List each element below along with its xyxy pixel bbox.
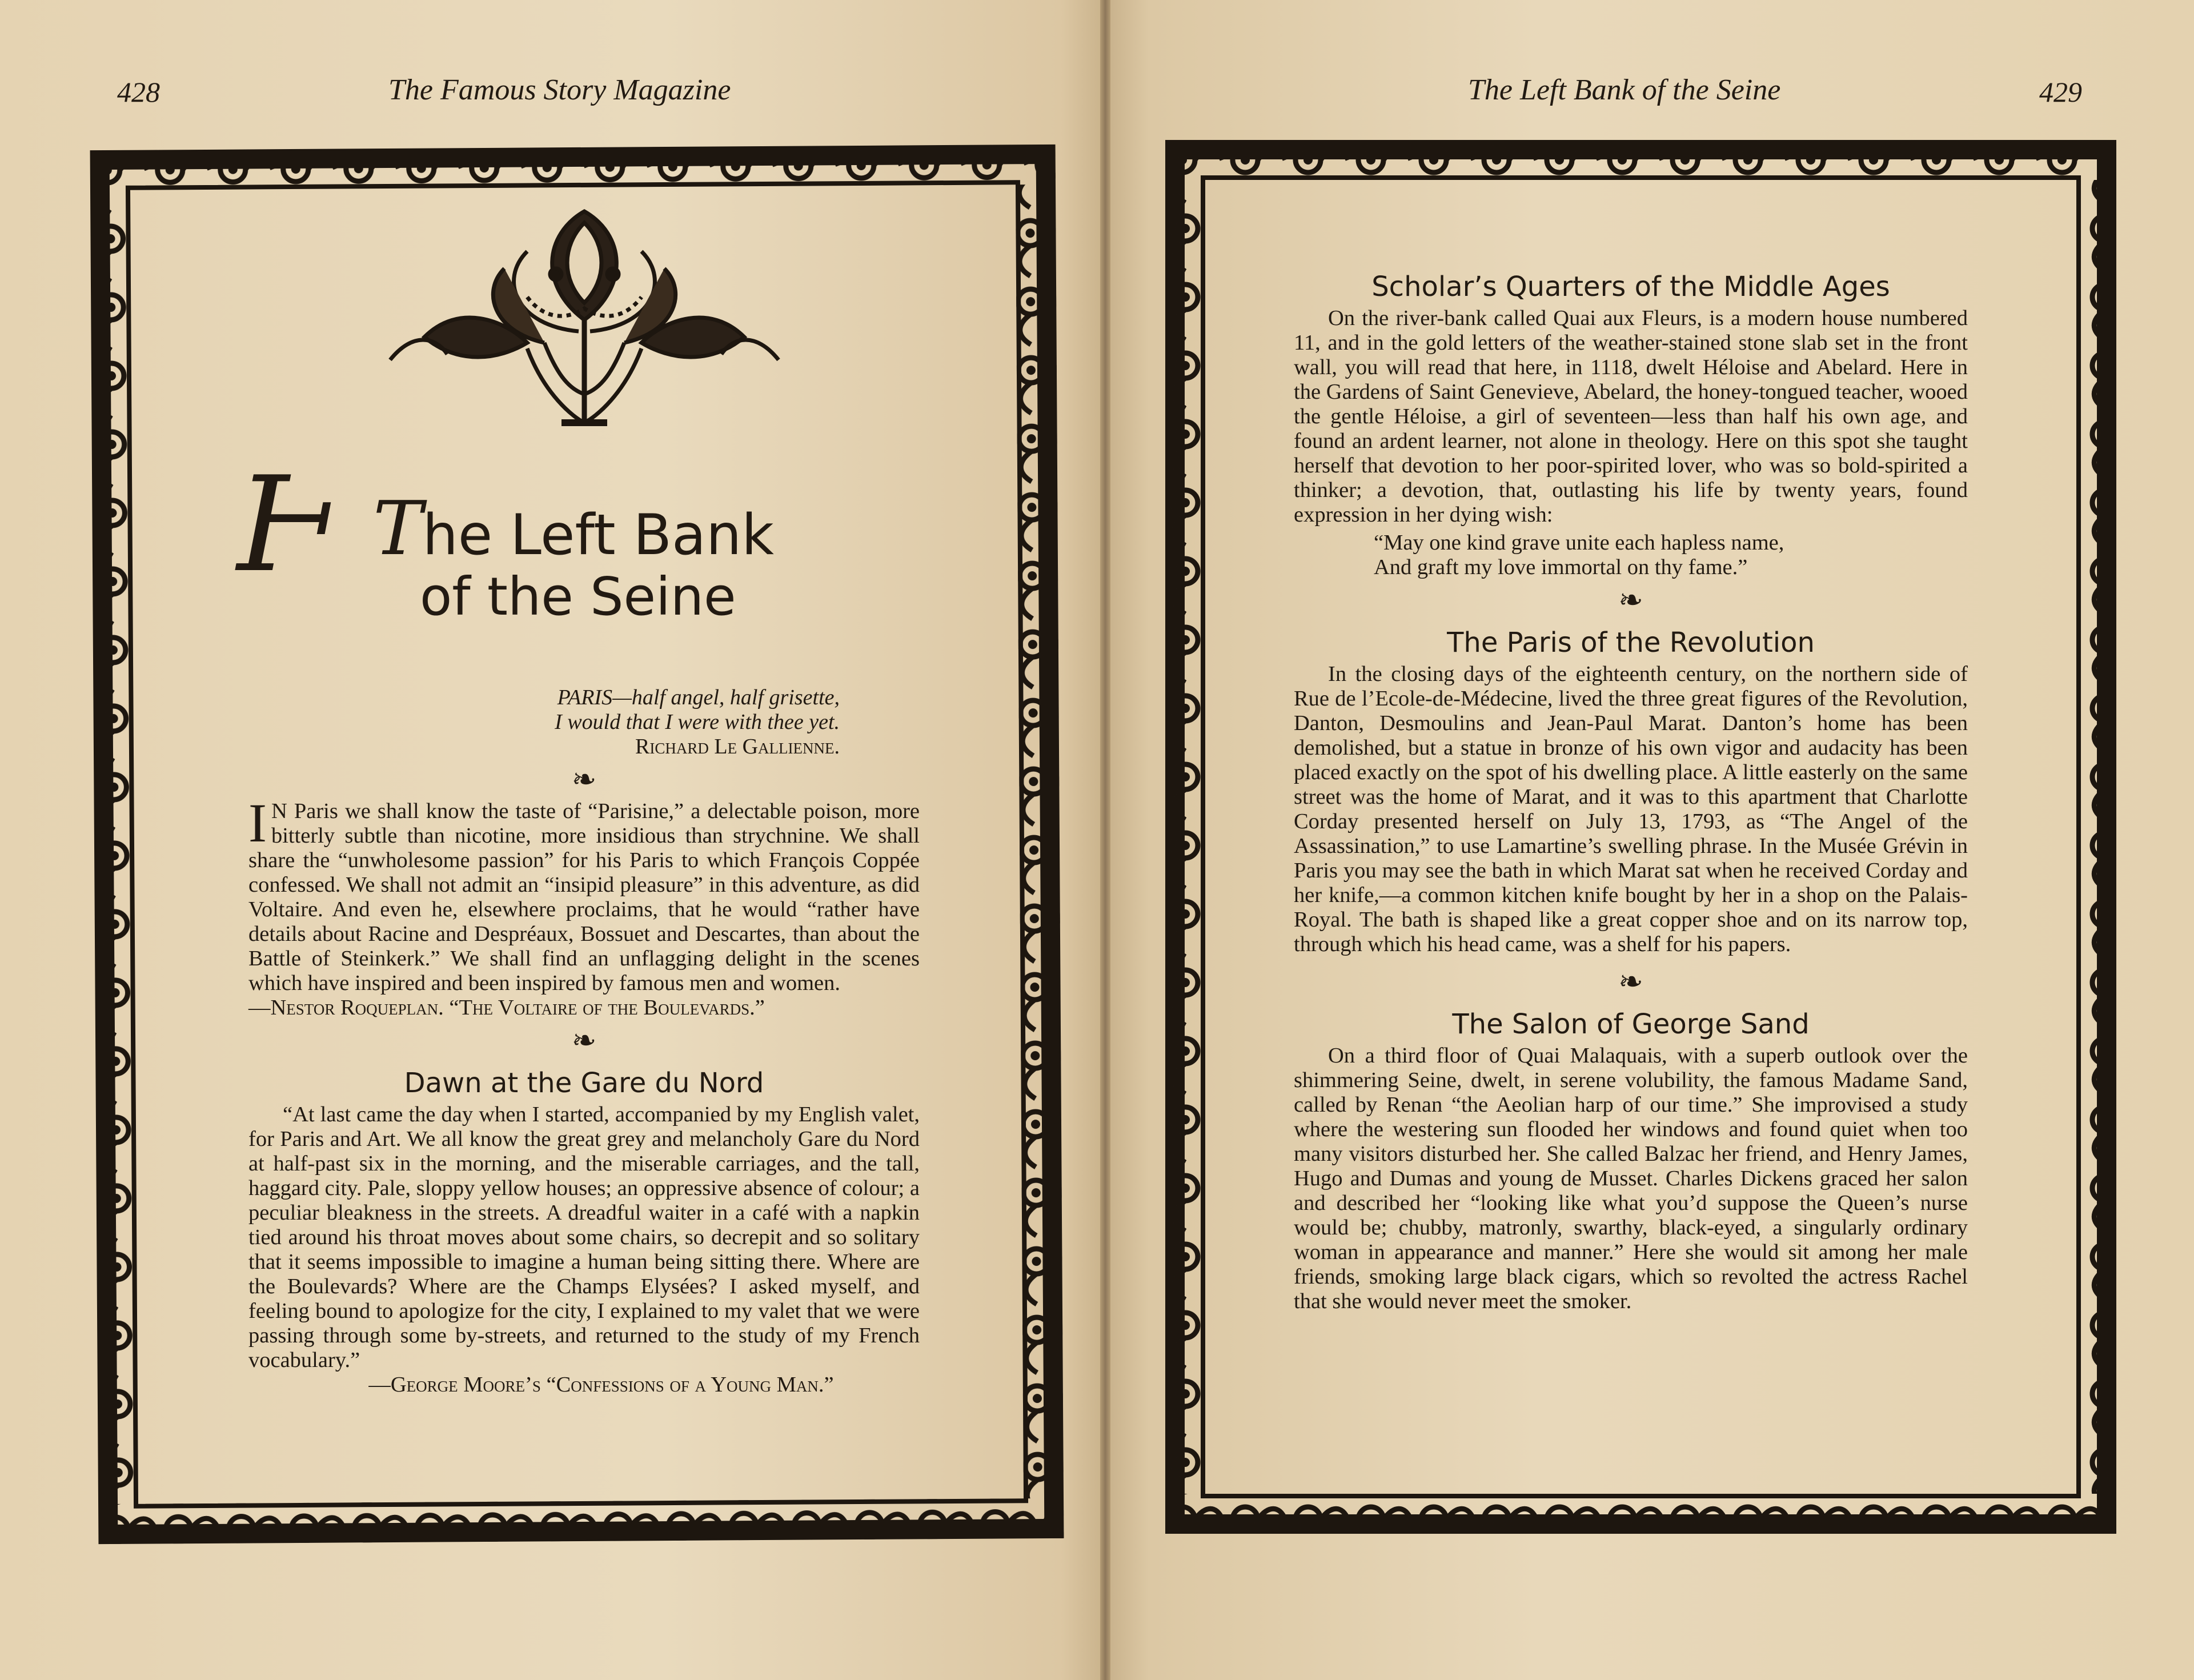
right-page-number: 429: [2039, 76, 2082, 108]
intro-attribution: —Nestor Roqueplan. “The Voltaire of the Boulevards.”: [248, 996, 765, 1020]
intro-dropcap: I: [248, 792, 267, 853]
verse-line-1: “May one kind grave unite each hapless name,: [1374, 531, 1784, 555]
right-running-head: The Left Bank of the Seine: [1468, 74, 1781, 106]
section-heading-george-sand: The Salon of George Sand: [1452, 1008, 1810, 1040]
verse-line-2: And graft my love immortal on thy fame.”: [1374, 555, 1748, 579]
book-gutter: [1100, 0, 1110, 1680]
epigraph-line-1: PARIS—half angel, half grisette,: [557, 685, 840, 709]
intro-paragraph: [248, 792, 920, 996]
section-paragraph-gare-du-nord: “At last came the day when I started, accompanied by my English valet, for Paris and Art. We all know the great grey and melancholy Gare du Nord at half-past six in the morning, and the miserable carriages, and the tall, haggard city. Pale, sloppy yellow houses; an oppressive absence of colour; a peculiar bleakness in the streets. A dreadful waiter in a café with a napkin tied around his throat moves about some chairs, so decrepit and so solitary that it seems impossible to imagine a human being sitting there. Where are the Boulevards? Where are the Champs Elysées? I asked myself, and feeling bound to apologize for the city, I explained to my valet that we were passing through some by-streets, and returned to the study of my French vocabulary.”: [248, 1102, 920, 1372]
epigraph-attribution: Richard Le Gallienne.: [635, 735, 840, 759]
title-initial: T: [373, 485, 423, 572]
epigraph-line-2: I would that I were with thee yet.: [555, 710, 840, 734]
right-page-content: [1294, 263, 1968, 1314]
left-page-content: [237, 189, 920, 1397]
intro-text: N Paris we shall know the taste of “Parisine,” a delectable poison, more bitterly subtle than nicotine, more insidious than strychnine. We shall share the “unwholesome passion” for his Paris to which François Coppée confessed. We shall not admit an “insipid pleasure” in this adventure, as did Voltaire. And even he, elsewhere proclaims, that he would “rather have details about Racine and Despréaux, Bossuet and Descartes, than about the Battle of Steinkerk.” We shall find an unflagging delight in the scenes which have inspired and been inspired by famous men and women.: [248, 799, 920, 995]
article-title-line-1: [373, 485, 774, 572]
section-heading-gare-du-nord: Dawn at the Gare du Nord: [404, 1067, 764, 1099]
fleuron-icon: ❧: [1618, 966, 1643, 999]
article-title: [237, 449, 920, 645]
section-heading-scholars-quarters: Scholar’s Quarters of the Middle Ages: [1371, 271, 1890, 303]
title-line-1-text: he Left Bank: [422, 503, 774, 568]
section-paragraph-george-sand: On a third floor of Quai Malaquais, with a superb outlook over the shimmering Seine, dwelt, in serene volubility, the famous Madame Sand, called by Renan “the Aeolian harp of our time.” She improvised a study where the westering sun flooded her windows and found quiet when too many visitors disturbed her. She called Balzac her friend, and Henry James, Hugo and Dumas and young de Musset. Charles Dickens graced her salon and described her “looking like what you’d suppose the Queen’s nurse would be; chubby, matronly, swarthy, black-eyed, a singularly ordinary woman in appearance and manner.” Here she would sit among her male friends, smoking large black cigars, which so revolted the actress Rachel that she would never meet the smoker.: [1294, 1044, 1968, 1313]
epigraph: [248, 685, 840, 759]
section-attribution-gare-du-nord: —George Moore’s “Confessions of a Young Man.”: [368, 1373, 834, 1397]
fleuron-icon: ❧: [571, 764, 597, 796]
fleuron-icon: ❧: [571, 1025, 597, 1057]
section-heading-revolution: The Paris of the Revolution: [1447, 627, 1815, 659]
left-page-number: 428: [117, 76, 160, 108]
left-running-head: The Famous Story Magazine: [388, 74, 731, 106]
fleuron-icon: ❧: [1618, 584, 1643, 617]
article-title-line-2: of the Seine: [420, 566, 736, 627]
section-paragraph-revolution: In the closing days of the eighteenth century, on the northern side of Rue de l’Ecole-de-Médecine, lived the three great figures of the Revolution, Danton, Desmoulins and Jean-Paul Marat. Danton’s home has been demolished, but a statue in bronze of his own vigor and audacity has been placed exactly on the spot of his dwelling place. A little easterly on the same street was the home of Marat, and it was to this apartment that Charlotte Corday presented herself on July 13, 1793, as “The Angel of the Assassination,” to use Lamartine’s swelling phrase. In the Musée Grévin in Paris you may see the bath in which Marat sat when he received Corday and her knife,—a common kitchen knife bought by her in a shop on the Palais-Royal. The bath is shaped like a great copper shoe and on its narrow top, through which his head came, was a shelf for his papers.: [1294, 662, 1968, 956]
section-paragraph-scholars-quarters: On the river-bank called Quai aux Fleurs, is a modern house numbered 11, and in the gold letters of the weather-stained stone slab set in the front wall, you will read that here, in 1118, dwelt Héloise and Abelard. Here in the Gardens of Saint Genevieve, Abelard, the honey-tongued teacher, wooed the gentle Héloise, a girl of seventeen—less than half his own age, and found an ardent learner, not alone in theology. Here on this spot she taught herself that devotion to her poor-spirited lover, who was so bold-spirited a thinker; a devotion, that, outlasting his life by twenty years, found expression in her dying wish:: [1294, 306, 1968, 527]
lotus-vase-ornament-icon: [356, 189, 813, 451]
title-swash-initial: Ⱶ: [237, 449, 335, 602]
